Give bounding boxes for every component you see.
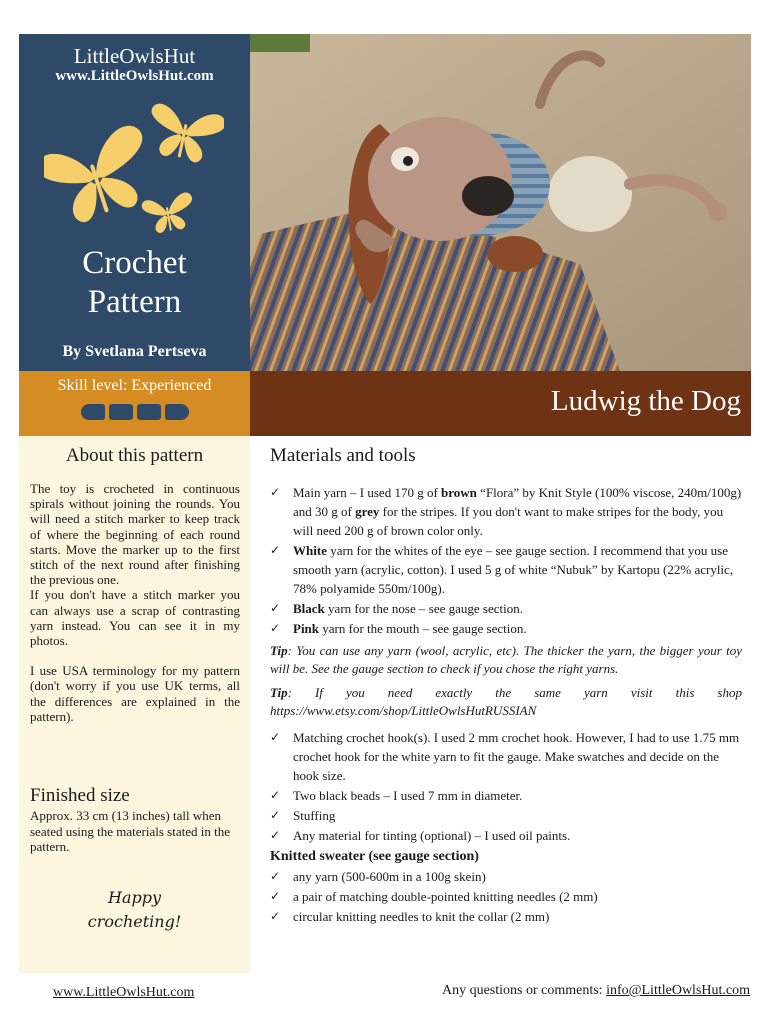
skill-level-label: Skill level: Experienced <box>57 377 212 394</box>
happy-line2: crocheting! <box>87 912 182 931</box>
sidebar-header <box>19 34 250 371</box>
list-item: ✓ Pink yarn for the mouth – see gauge section. <box>270 621 527 636</box>
skill-level-bar <box>19 371 250 436</box>
about-heading: About this pattern <box>65 445 204 466</box>
check-icon: ✓ <box>270 909 281 923</box>
list-item: ✓ any yarn (500-600m in a 100g skein) <box>270 869 486 884</box>
check-icon: ✓ <box>270 485 281 499</box>
list-item: ✓ White yarn for the whites of the eye – see gauge section. I recommend that you use smooth yarn (acrylic, cotton). I used 5 g of white “Nubuk” by Kartopu (22% acrylic, 78% polyamide 550m/100g). <box>270 543 734 596</box>
tip-yarn: Tip: You can use any yarn (wool, acrylic, etc). The thicker the yarn, the bigger your toy will be. See the gauge section to check if you chose the right yarns. <box>270 643 742 676</box>
skill-pill <box>81 404 105 420</box>
contact-email-link[interactable]: info@LittleOwlsHut.com <box>606 983 750 998</box>
finished-size-text: Approx. 33 cm (13 inches) tall when seated using the materials stated in the pattern. <box>30 808 230 854</box>
about-paragraph: I use USA terminology for my pattern (don't worry if you use UK terms, all the differences are explained in the pattern). <box>30 663 240 724</box>
brand-name: LittleOwlsHut <box>73 44 196 68</box>
author-name: By Svetlana Pertseva <box>62 343 207 360</box>
contact-label: Any questions or comments: <box>441 983 607 998</box>
skill-pill <box>165 404 189 420</box>
document-title: Ludwig the Dog <box>550 385 741 417</box>
happy-crocheting <box>19 886 250 934</box>
check-icon: ✓ <box>270 543 281 557</box>
footer-website-link[interactable]: www.LittleOwlsHut.com <box>53 985 195 1000</box>
about-paragraph: If you don't have a stitch marker you can always use a scrap of contrasting yarn instead. You can see it in my photos. <box>30 587 240 649</box>
check-icon: ✓ <box>270 601 281 615</box>
list-item: ✓ Stuffing <box>270 808 336 823</box>
sweater-heading: Knitted sweater (see gauge section) <box>270 849 479 864</box>
skill-pill <box>137 404 161 420</box>
sidebar-body <box>19 436 250 973</box>
dog-toy-photo <box>250 34 751 371</box>
pattern-type-line1: Crochet <box>82 245 187 281</box>
materials-list <box>270 483 742 927</box>
materials-heading: Materials and tools <box>270 445 416 466</box>
brand-url: www.LittleOwlsHut.com <box>55 68 214 84</box>
about-paragraph: The toy is crocheted in continuous spirals without joining the rounds. You will need a stitch marker to keep track of where the beginning of each round starts. Move the marker up to the first stitch of the next round after finishing the previous one. <box>30 481 240 588</box>
skill-level-indicator <box>19 404 250 420</box>
happy-line1: Happy <box>107 888 161 907</box>
check-icon: ✓ <box>270 730 281 744</box>
butterflies-icon <box>44 96 224 236</box>
list-item: ✓ Any material for tinting (optional) – I used oil paints. <box>270 828 571 843</box>
pattern-type-line2: Pattern <box>87 284 182 320</box>
title-bar <box>250 371 751 436</box>
product-photo <box>250 34 751 371</box>
check-icon: ✓ <box>270 828 281 842</box>
check-icon: ✓ <box>270 869 281 883</box>
check-icon: ✓ <box>270 808 281 822</box>
list-item: ✓ Two black beads – I used 7 mm in diameter. <box>270 788 523 803</box>
list-item: ✓ a pair of matching double-pointed knitting needles (2 mm) <box>270 889 598 904</box>
check-icon: ✓ <box>270 889 281 903</box>
finished-size-heading: Finished size <box>30 785 130 806</box>
list-item: ✓ circular knitting needles to knit the collar (2 mm) <box>270 909 550 924</box>
pattern-type <box>19 244 250 322</box>
check-icon: ✓ <box>270 621 281 635</box>
skill-pill <box>109 404 133 420</box>
list-item: ✓ Black yarn for the nose – see gauge section. <box>270 601 523 616</box>
footer-contact <box>442 983 750 999</box>
check-icon: ✓ <box>270 788 281 802</box>
list-item: ✓ Matching crochet hook(s). I used 2 mm crochet hook. However, I had to use 1.75 mm crochet hook for the white yarn to fit the gauge. Make swatches and decide on the hook size. <box>270 730 740 783</box>
about-text <box>30 481 240 724</box>
tip-shop: Tip: If you need exactly the same yarn visit this shop https://www.etsy.com/shop/LittleOwlsHutRUSSIAN <box>270 685 742 718</box>
list-item: ✓ Main yarn – I used 170 g of brown “Flora” by Knit Style (100% viscose, 240m/100g) and 30 g of grey for the stripes. If you don't want to make stripes for the body, you will need 200 g of brown color only. <box>270 485 742 538</box>
